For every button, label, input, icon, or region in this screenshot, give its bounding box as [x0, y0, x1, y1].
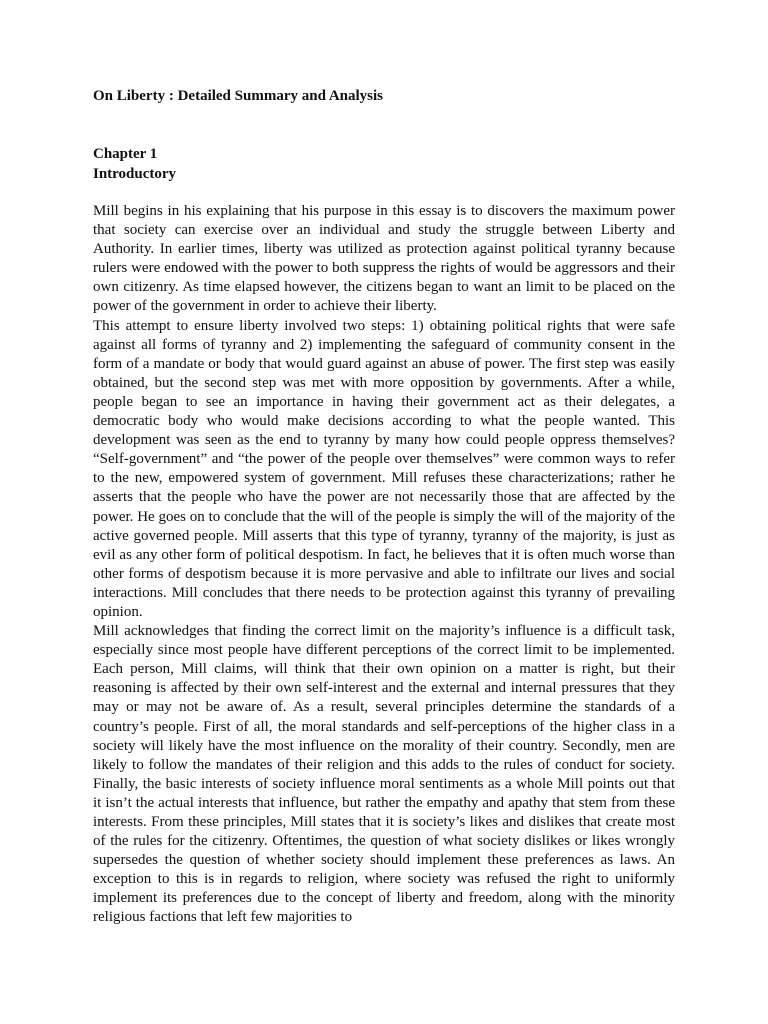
paragraph-2: This attempt to ensure liberty involved two steps: 1) obtaining political rights that were safe against all forms of tyranny and 2) implementing the safeguard of community consent in the form of a mandate or body that would guard against an abuse of power. The first step was easily obtained, but the second step was met with more opposition by governments. After a while, people began to see an importance in having their government act as their delegates, a democratic body who would make decisions according to what the people wanted. This development was seen as the end to tyranny by many how could people oppress themselves? “Self-government” and “the power of the people over themselves” were common ways to refer to the new, empowered system of government. Mill refuses these characterizations; rather he asserts that the people who have the power are not necessarily those that are affected by the power. He goes on to conclude that the will of the people is simply the will of the majority of the active governed people. Mill asserts that this type of tyranny, tyranny of the majority, is just as evil as any other form of political despotism. In fact, he believes that it is often much worse than other forms of despotism because it is more pervasive and able to infiltrate our lives and social interactions. Mill concludes that there needs to be protection against this tyranny of prevailing opinion. [93, 317, 675, 620]
chapter-number: Chapter 1 [93, 146, 158, 162]
paragraph-1: Mill begins in his explaining that his purpose in this essay is to discovers the maximum power that society can exercise over an individual and study the struggle between Liberty and Authority. In earlier times, liberty was utilized as protection against political tyranny because rulers were endowed with the power to both suppress the rights of would be aggressors and their own citizenry. As time elapsed however, the citizens began to want an limit to be placed on the power of the government in order to achieve their liberty. [93, 203, 675, 315]
document-title: On Liberty : Detailed Summary and Analysis [93, 88, 384, 104]
body-text [93, 202, 675, 928]
chapter-heading [93, 145, 176, 184]
paragraph-3: Mill acknowledges that finding the correct limit on the majority’s influence is a difficult task, especially since most people have different perceptions of the correct limit to be implemented. Each person, Mill claims, will think that their own opinion on a matter is right, but their reasoning is affected by their own self-interest and the external and internal pressures that they may or may not be aware of. As a result, several principles determine the standards of a country’s people. First of all, the moral standards and self-perceptions of the higher class in a society will likely have the most influence on the morality of their country. Secondly, men are likely to follow the mandates of their religion and this adds to the rules of conduct for society. Finally, the basic interests of society influence moral sentiments as a whole Mill points out that it isn’t the actual interests that influence, but rather the empathy and apathy that stem from these interests. From these principles, Mill states that it is society’s likes and dislikes that create most of the rules for the citizenry. Oftentimes, the question of what society dislikes or likes wrongly supersedes the question of whether society should implement these preferences as laws. An exception to this is in regards to religion, where society was refused the right to uniformly implement its preferences due to the concept of liberty and freedom, along with the minority religious factions that left few majorities to [93, 623, 675, 926]
chapter-title: Introductory [93, 165, 177, 182]
